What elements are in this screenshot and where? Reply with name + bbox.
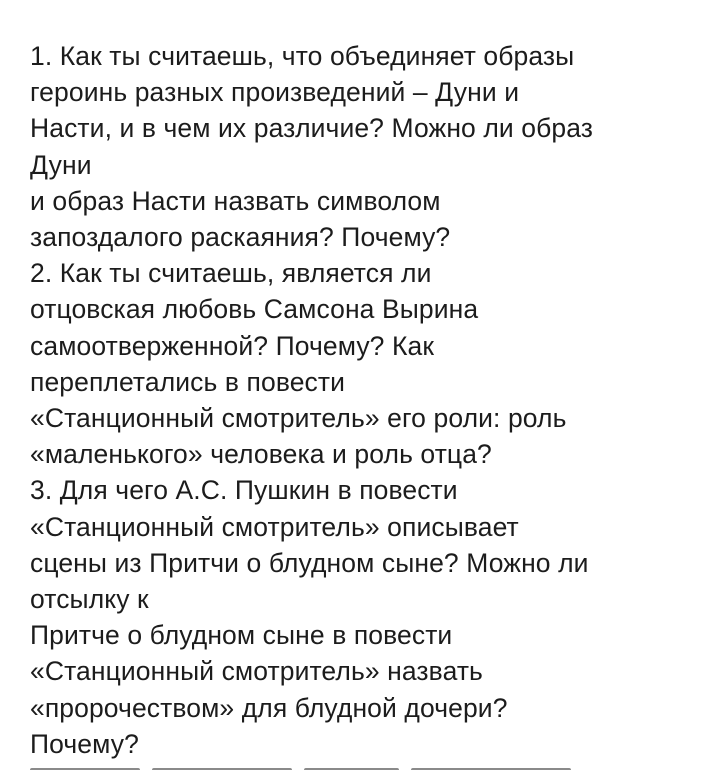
- text-line: сцены из Притчи о блудном сыне? Можно ли: [30, 547, 589, 578]
- question-text: [30, 38, 695, 762]
- text-line: 2. Как ты считаешь, является ли: [30, 258, 432, 289]
- text-line: Притче о блудном сыне в повести: [30, 620, 453, 651]
- text-line: героинь разных произведений – Дуни и: [30, 77, 520, 108]
- text-line: Почему?: [30, 728, 139, 759]
- cut-off-text-line: [30, 759, 630, 770]
- text-line: «Станционный смотритель» назвать: [30, 656, 483, 687]
- text-line: 1. Как ты считаешь, что объединяет образы: [30, 41, 575, 71]
- text-line: «Станционный смотритель» его роли: роль: [30, 403, 567, 434]
- text-line: и образ Насти назвать символом: [30, 185, 441, 216]
- text-line: Дуни: [30, 149, 92, 180]
- text-line: «Станционный смотритель» описывает: [30, 511, 519, 542]
- text-line: 3. Для чего А.С. Пушкин в повести: [30, 475, 458, 506]
- text-line: «пророчеством» для блудной дочери?: [30, 692, 508, 723]
- text-line: запоздалого раскаяния? Почему?: [30, 222, 451, 253]
- text-line: отцовская любовь Самсона Вырина: [30, 294, 479, 325]
- text-line: самоотверженной? Почему? Как: [30, 330, 435, 361]
- text-line: отсылку к: [30, 584, 149, 615]
- text-line: переплетались в повести: [30, 366, 346, 397]
- text-line: Насти, и в чем их различие? Можно ли образ: [30, 113, 594, 144]
- text-line: «маленького» человека и роль отца?: [30, 439, 492, 470]
